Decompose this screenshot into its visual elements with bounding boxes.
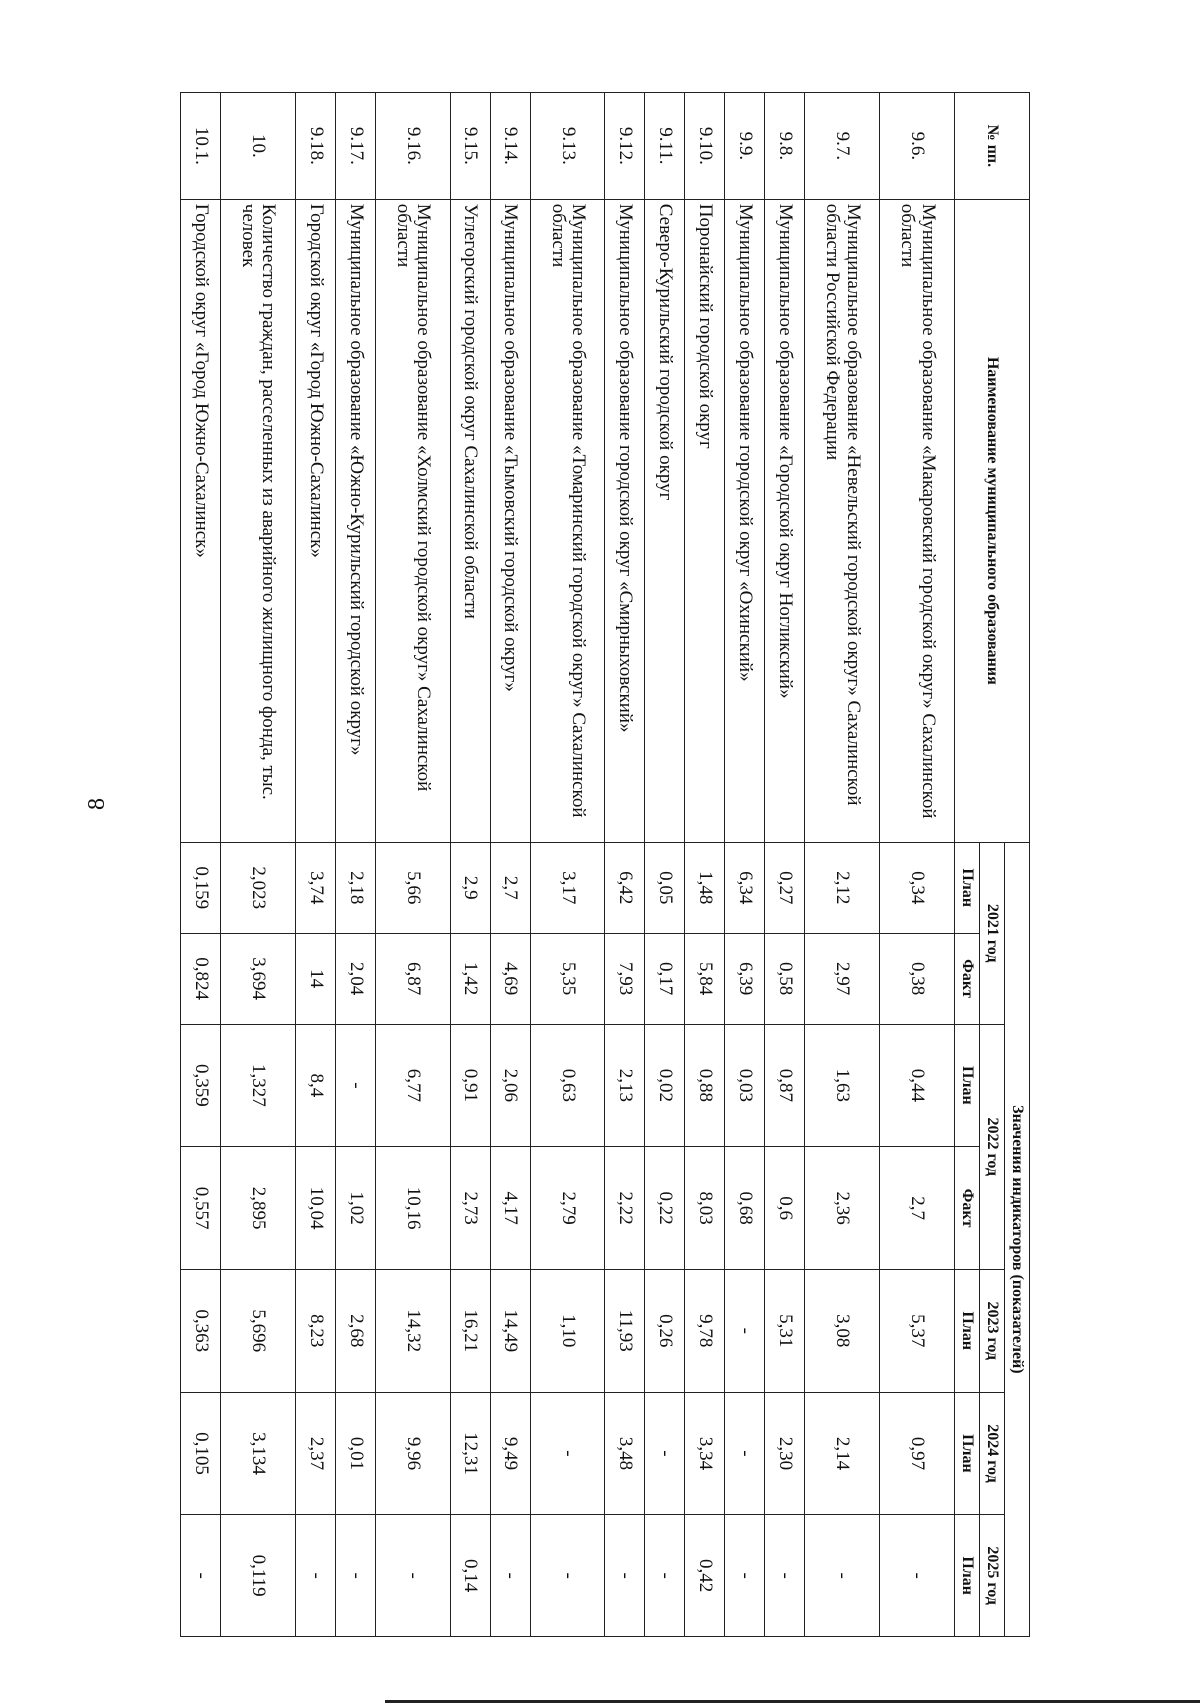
- header-values-title: Значения индикаторов (показателей): [1005, 842, 1030, 1636]
- indicator-value: 0,91: [450, 1024, 490, 1147]
- indicator-value: 1,48: [685, 842, 725, 933]
- indicator-value: 2,895: [221, 1147, 296, 1270]
- indicator-value: 2,13: [605, 1024, 645, 1147]
- indicator-value: 2,14: [805, 1392, 880, 1515]
- table-row: [605, 93, 645, 1637]
- indicator-value: 0,17: [645, 933, 685, 1024]
- indicator-value: -: [880, 1515, 955, 1637]
- indicator-value: 2,79: [530, 1147, 605, 1270]
- municipality-name: Углегорский городской округ Сахалинской области: [450, 199, 490, 842]
- header-year-2022: 2022 год: [980, 1024, 1005, 1269]
- indicator-value: 0,05: [645, 842, 685, 933]
- table-row: [375, 93, 450, 1637]
- indicator-value: 12,31: [450, 1392, 490, 1515]
- header-year-2023: 2023 год: [980, 1269, 1005, 1392]
- indicator-value: 0,105: [181, 1392, 221, 1515]
- indicator-value: 6,39: [725, 933, 765, 1024]
- indicator-value: 0,38: [880, 933, 955, 1024]
- indicator-value: 3,74: [295, 842, 335, 933]
- indicator-value: 6,87: [375, 933, 450, 1024]
- indicator-value: 3,17: [530, 842, 605, 933]
- indicator-value: 0,03: [725, 1024, 765, 1147]
- header-year-2024: 2024 год: [980, 1392, 1005, 1515]
- row-number: 9.14.: [490, 93, 530, 200]
- indicator-value: -: [645, 1392, 685, 1515]
- indicator-value: 2,36: [805, 1147, 880, 1270]
- indicator-value: 5,35: [530, 933, 605, 1024]
- indicator-value: 14,49: [490, 1269, 530, 1392]
- row-number: 9.11.: [645, 93, 685, 200]
- indicator-value: 0,68: [725, 1147, 765, 1270]
- row-number: 9.16.: [375, 93, 450, 200]
- municipality-name: Муниципальное образование «Томаринский городской округ» Сахалинской области: [530, 199, 605, 842]
- indicator-value: 0,359: [181, 1024, 221, 1147]
- header-plan-2024: План: [955, 1392, 980, 1515]
- indicator-value: 8,4: [295, 1024, 335, 1147]
- indicator-value: 0,22: [645, 1147, 685, 1270]
- indicator-value: 0,159: [181, 842, 221, 933]
- indicator-value: 1,10: [530, 1269, 605, 1392]
- municipality-name: Северо-Курильский городской округ: [645, 199, 685, 842]
- indicator-value: 1,63: [805, 1024, 880, 1147]
- indicator-value: 5,696: [221, 1269, 296, 1392]
- header-plan-2025: План: [955, 1515, 980, 1637]
- indicator-value: 3,34: [685, 1392, 725, 1515]
- indicator-value: 2,97: [805, 933, 880, 1024]
- indicator-value: 0,26: [645, 1269, 685, 1392]
- indicator-value: 5,84: [685, 933, 725, 1024]
- header-fact-2021: Факт: [955, 933, 980, 1024]
- municipality-name: Муниципальное образование «Холмский городской округ» Сахалинской области: [375, 199, 450, 842]
- municipality-name: Муниципальное образование городской округ «Охинский»: [725, 199, 765, 842]
- indicator-table: [180, 92, 1030, 1637]
- header-year-2025: 2025 год: [980, 1515, 1005, 1637]
- row-number: 9.17.: [335, 93, 375, 200]
- indicator-value: 0,01: [335, 1392, 375, 1515]
- indicator-value: -: [645, 1515, 685, 1637]
- indicator-table-sheet: [180, 92, 1030, 1637]
- indicator-value: 14,32: [375, 1269, 450, 1392]
- indicator-value: 2,12: [805, 842, 880, 933]
- indicator-value: 0,97: [880, 1392, 955, 1515]
- row-number: 9.18.: [295, 93, 335, 200]
- indicator-value: 0,88: [685, 1024, 725, 1147]
- municipality-name: Поронайский городской округ: [685, 199, 725, 842]
- indicator-value: 2,30: [765, 1392, 805, 1515]
- indicator-value: 0,42: [685, 1515, 725, 1637]
- municipality-name: Муниципальное образование «Макаровский городской округ» Сахалинской области: [880, 199, 955, 842]
- header-fact-2022: Факт: [955, 1147, 980, 1270]
- indicator-value: 0,14: [450, 1515, 490, 1637]
- indicator-value: 7,93: [605, 933, 645, 1024]
- row-number: 9.15.: [450, 93, 490, 200]
- header-name: Наименование муниципального образования: [955, 199, 1030, 842]
- municipality-name: Количество граждан, расселенных из аварийного жилищного фонда, тыс. человек: [221, 199, 296, 842]
- indicator-value: 9,49: [490, 1392, 530, 1515]
- indicator-value: 2,7: [880, 1147, 955, 1270]
- indicator-value: 4,69: [490, 933, 530, 1024]
- page-bottom-rule: [385, 1700, 1200, 1703]
- municipality-name: Муниципальное образование «Тымовский городской округ»: [490, 199, 530, 842]
- indicator-value: -: [530, 1515, 605, 1637]
- indicator-value: 0,27: [765, 842, 805, 933]
- indicator-value: 2,06: [490, 1024, 530, 1147]
- row-number: 9.9.: [725, 93, 765, 200]
- indicator-value: 0,44: [880, 1024, 955, 1147]
- indicator-value: -: [295, 1515, 335, 1637]
- indicator-value: 0,34: [880, 842, 955, 933]
- indicator-value: 2,73: [450, 1147, 490, 1270]
- indicator-value: 0,87: [765, 1024, 805, 1147]
- indicator-value: 2,7: [490, 842, 530, 933]
- indicator-value: 8,23: [295, 1269, 335, 1392]
- indicator-value: 16,21: [450, 1269, 490, 1392]
- table-row: [490, 93, 530, 1637]
- header-year-2021: 2021 год: [980, 842, 1005, 1024]
- indicator-value: 0,363: [181, 1269, 221, 1392]
- indicator-value: 2,68: [335, 1269, 375, 1392]
- table-row: [645, 93, 685, 1637]
- indicator-value: 5,37: [880, 1269, 955, 1392]
- indicator-value: 9,96: [375, 1392, 450, 1515]
- indicator-value: 4,17: [490, 1147, 530, 1270]
- header-plan-2023: План: [955, 1269, 980, 1392]
- table-row: [880, 93, 955, 1637]
- indicator-value: 6,42: [605, 842, 645, 933]
- indicator-value: 0,557: [181, 1147, 221, 1270]
- indicator-value: 0,58: [765, 933, 805, 1024]
- indicator-value: 5,66: [375, 842, 450, 933]
- indicator-value: 1,42: [450, 933, 490, 1024]
- indicator-value: 14: [295, 933, 335, 1024]
- table-row: [805, 93, 880, 1637]
- indicator-value: 9,78: [685, 1269, 725, 1392]
- indicator-value: 10,16: [375, 1147, 450, 1270]
- indicator-value: -: [725, 1515, 765, 1637]
- row-number: 10.: [221, 93, 296, 200]
- indicator-value: 3,134: [221, 1392, 296, 1515]
- indicator-value: -: [805, 1515, 880, 1637]
- municipality-name: Муниципальное образование городской округ «Смирныховский»: [605, 199, 645, 842]
- row-number: 10.1.: [181, 93, 221, 200]
- header-plan-2021: План: [955, 842, 980, 933]
- indicator-value: 3,694: [221, 933, 296, 1024]
- row-number: 9.12.: [605, 93, 645, 200]
- indicator-value: 10,04: [295, 1147, 335, 1270]
- indicator-value: 2,023: [221, 842, 296, 933]
- table-row: [295, 93, 335, 1637]
- indicator-value: -: [530, 1392, 605, 1515]
- table-row: [181, 93, 221, 1637]
- row-number: 9.10.: [685, 93, 725, 200]
- indicator-value: 6,77: [375, 1024, 450, 1147]
- indicator-value: 2,18: [335, 842, 375, 933]
- indicator-value: -: [375, 1515, 450, 1637]
- indicator-value: -: [335, 1515, 375, 1637]
- row-number: 9.6.: [880, 93, 955, 200]
- indicator-value: 0,824: [181, 933, 221, 1024]
- municipality-name: Муниципальное образование «Городской округ Ногликский»: [765, 199, 805, 842]
- municipality-name: Муниципальное образование «Невельский городской округ» Сахалинской области Российской Федерации: [805, 199, 880, 842]
- indicator-value: 0,119: [221, 1515, 296, 1637]
- municipality-name: Муниципальное образование «Южно-Курильский городской округ»: [335, 199, 375, 842]
- indicator-value: 0,6: [765, 1147, 805, 1270]
- table-row: [450, 93, 490, 1637]
- header-plan-2022: План: [955, 1024, 980, 1147]
- indicator-value: 2,37: [295, 1392, 335, 1515]
- indicator-value: -: [605, 1515, 645, 1637]
- table-row: [685, 93, 725, 1637]
- page-number: 8: [84, 798, 110, 810]
- indicator-value: 1,327: [221, 1024, 296, 1147]
- row-number: 9.13.: [530, 93, 605, 200]
- indicator-value: -: [490, 1515, 530, 1637]
- indicator-value: 3,08: [805, 1269, 880, 1392]
- indicator-value: -: [725, 1392, 765, 1515]
- indicator-value: 2,22: [605, 1147, 645, 1270]
- header-index: № пп.: [955, 93, 1030, 200]
- indicator-value: 3,48: [605, 1392, 645, 1515]
- indicator-value: 2,9: [450, 842, 490, 933]
- table-row: [725, 93, 765, 1637]
- indicator-value: 2,04: [335, 933, 375, 1024]
- row-number: 9.8.: [765, 93, 805, 200]
- indicator-value: 8,03: [685, 1147, 725, 1270]
- table-row: [335, 93, 375, 1637]
- municipality-name: Городской округ «Город Южно-Сахалинск»: [295, 199, 335, 842]
- table-body: [181, 93, 955, 1637]
- indicator-value: -: [181, 1515, 221, 1637]
- indicator-value: -: [335, 1024, 375, 1147]
- indicator-value: 5,31: [765, 1269, 805, 1392]
- indicator-value: -: [725, 1269, 765, 1392]
- indicator-value: -: [765, 1515, 805, 1637]
- table-row: [765, 93, 805, 1637]
- table-row: [221, 93, 296, 1637]
- indicator-value: 1,02: [335, 1147, 375, 1270]
- table-row: [530, 93, 605, 1637]
- indicator-value: 11,93: [605, 1269, 645, 1392]
- indicator-value: 6,34: [725, 842, 765, 933]
- row-number: 9.7.: [805, 93, 880, 200]
- municipality-name: Городской округ «Город Южно-Сахалинск»: [181, 199, 221, 842]
- indicator-value: 0,63: [530, 1024, 605, 1147]
- indicator-value: 0,02: [645, 1024, 685, 1147]
